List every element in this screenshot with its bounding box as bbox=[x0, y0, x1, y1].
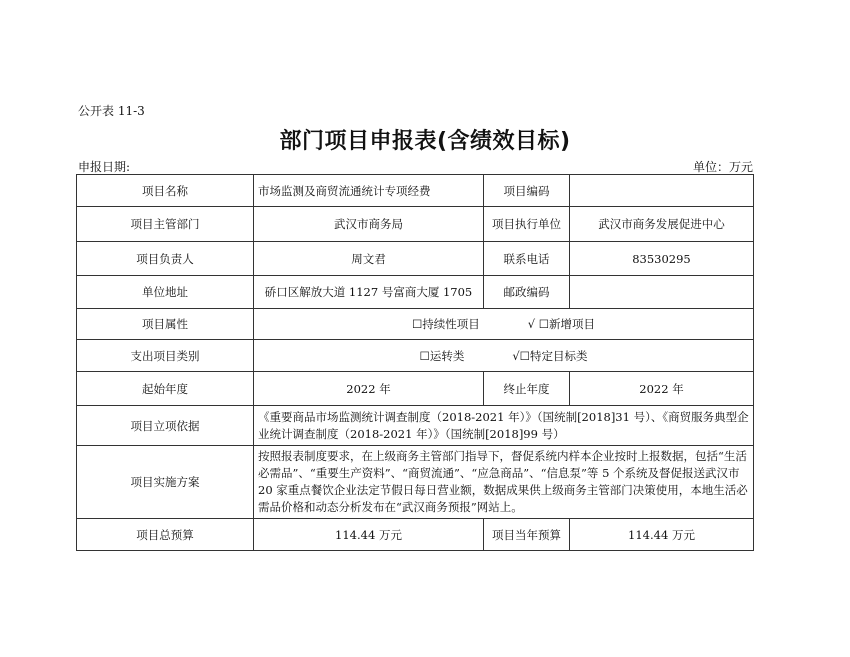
address-label: 单位地址 bbox=[77, 276, 254, 309]
row-plan bbox=[77, 446, 754, 519]
project-name-value: 市场监测及商贸流通统计专项经费 bbox=[254, 175, 484, 207]
project-code-value bbox=[570, 175, 754, 207]
address-value: 硚口区解放大道 1127 号富商大厦 1705 bbox=[254, 276, 484, 309]
row-attr bbox=[77, 309, 754, 340]
dept-label: 项目主管部门 bbox=[77, 207, 254, 242]
postcode-value bbox=[570, 276, 754, 309]
page-title: 部门项目申报表(含绩效目标) bbox=[279, 129, 571, 154]
end-label: 终止年度 bbox=[484, 372, 570, 406]
row-project-name bbox=[77, 175, 754, 207]
form-code: 公开表 11-3 bbox=[78, 104, 145, 118]
postcode-label: 邮政编码 bbox=[484, 276, 570, 309]
phone-label: 联系电话 bbox=[484, 242, 570, 276]
type-label: 支出项目类别 bbox=[77, 340, 254, 372]
attr-options bbox=[254, 309, 754, 340]
basis-label: 项目立项依据 bbox=[77, 406, 254, 446]
exec-unit-value: 武汉市商务发展促进中心 bbox=[570, 207, 754, 242]
attr-label: 项目属性 bbox=[77, 309, 254, 340]
row-budget bbox=[77, 519, 754, 551]
plan-value: 按照报表制度要求，在上级商务主管部门指导下，督促系统内样本企业按时上报数据，包括“生活必需品”、“重要生产资料”、“商贸流通”、“应急商品”、“信息泵”等 5 个系统及督促报送武汉市 20 家重点餐饮企业法定节假日每日营业额，数据成果供上级商务主管部门决策使用，本地生活必需品价格和动态分析发布在“武汉商务预报”网站上。 bbox=[254, 446, 754, 519]
basis-value: 《重要商品市场监测统计调查制度（2018-2021 年）》（国统制[2018]31 号）、《商贸服务典型企业统计调查制度（2018-2021 年）》（国统制[2018]99 号） bbox=[254, 406, 754, 446]
type-options bbox=[254, 340, 754, 372]
attr-option-new: √ ☐新增项目 bbox=[527, 317, 596, 331]
type-option-specific: √☐特定目标类 bbox=[512, 348, 588, 363]
declare-date-label: 申报日期: bbox=[78, 160, 131, 174]
total-budget-value: 114.44 万元 bbox=[254, 519, 484, 551]
unit-label: 单位：万元 bbox=[692, 160, 753, 174]
row-years bbox=[77, 372, 754, 406]
row-type bbox=[77, 340, 754, 372]
exec-unit-label: 项目执行单位 bbox=[484, 207, 570, 242]
end-value: 2022 年 bbox=[570, 372, 754, 406]
leader-label: 项目负责人 bbox=[77, 242, 254, 276]
total-budget-label: 项目总预算 bbox=[77, 519, 254, 551]
project-form-table bbox=[76, 174, 754, 551]
plan-label: 项目实施方案 bbox=[77, 446, 254, 519]
leader-value: 周文君 bbox=[254, 242, 484, 276]
start-value: 2022 年 bbox=[254, 372, 484, 406]
start-label: 起始年度 bbox=[77, 372, 254, 406]
row-basis bbox=[77, 406, 754, 446]
project-name-label: 项目名称 bbox=[77, 175, 254, 207]
year-budget-value: 114.44 万元 bbox=[570, 519, 754, 551]
year-budget-label: 项目当年预算 bbox=[484, 519, 570, 551]
row-leader bbox=[77, 242, 754, 276]
row-dept bbox=[77, 207, 754, 242]
attr-option-continuing: ☐持续性项目 bbox=[411, 317, 480, 331]
project-code-label: 项目编码 bbox=[484, 175, 570, 207]
type-option-operating: ☐运转类 bbox=[419, 348, 465, 363]
row-address bbox=[77, 276, 754, 309]
dept-value: 武汉市商务局 bbox=[254, 207, 484, 242]
phone-value: 83530295 bbox=[570, 242, 754, 276]
